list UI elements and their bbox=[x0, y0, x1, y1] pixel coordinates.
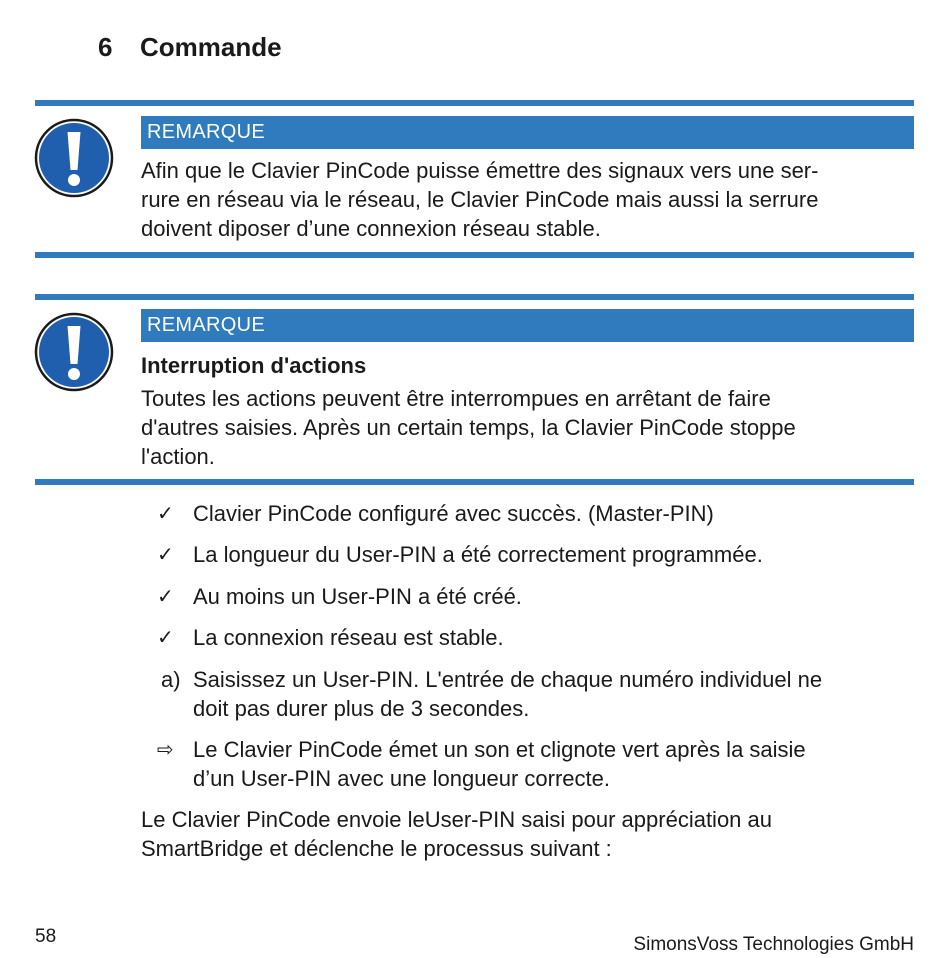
check-icon: ✓ bbox=[157, 584, 174, 608]
prerequisite-text: La connexion réseau est stable. bbox=[193, 625, 504, 650]
exclamation-circle-icon bbox=[34, 312, 114, 392]
step-marker: a) bbox=[161, 667, 181, 692]
notice-line: Afin que le Clavier PinCode puisse émettre des signaux vers une ser- bbox=[141, 158, 819, 183]
company-name: SimonsVoss Technologies GmbH bbox=[633, 934, 914, 955]
result-line: Le Clavier PinCode émet un son et clignote vert après la saisie bbox=[193, 737, 806, 762]
check-icon: ✓ bbox=[157, 625, 174, 649]
notice-body bbox=[141, 156, 916, 243]
notice-line: l'action. bbox=[141, 444, 215, 469]
section-heading bbox=[98, 32, 282, 63]
step-line: doit pas durer plus de 3 secondes. bbox=[193, 696, 530, 721]
notice-line: doivent diposer d’une connexion réseau stable. bbox=[141, 216, 601, 241]
result-text bbox=[193, 735, 916, 793]
prerequisite-text: La longueur du User-PIN a été correctement programmée. bbox=[193, 542, 763, 567]
notice-bottom-rule bbox=[35, 252, 914, 258]
step-line: Saisissez un User-PIN. L'entrée de chaque numéro individuel ne bbox=[193, 667, 823, 692]
notice-title: Interruption d'actions bbox=[141, 353, 367, 378]
notice-line: rure en réseau via le réseau, le Clavier PinCode mais aussi la serrure bbox=[141, 187, 819, 212]
notice-top-rule bbox=[35, 294, 914, 300]
arrow-right-icon: ⇨ bbox=[157, 737, 174, 761]
result-line: d’un User-PIN avec une longueur correcte. bbox=[193, 766, 610, 791]
prerequisite-item bbox=[141, 540, 916, 569]
notice-top-rule bbox=[35, 100, 914, 106]
prerequisite-text: Clavier PinCode configuré avec succès. (Master-PIN) bbox=[193, 501, 714, 526]
prerequisite-item bbox=[141, 623, 916, 652]
closing-paragraph bbox=[141, 805, 916, 863]
notice-bottom-rule bbox=[35, 479, 914, 485]
notice-line: Toutes les actions peuvent être interrompues en arrêtant de faire bbox=[141, 386, 771, 411]
notice-line: d'autres saisies. Après un certain temps, la Clavier PinCode stoppe bbox=[141, 415, 796, 440]
prerequisite-item bbox=[141, 499, 916, 528]
exclamation-circle-icon bbox=[34, 118, 114, 198]
notice-body bbox=[141, 384, 916, 471]
prerequisite-item bbox=[141, 582, 916, 611]
step-text bbox=[193, 665, 916, 723]
check-icon: ✓ bbox=[157, 542, 174, 566]
page-number: 58 bbox=[35, 926, 57, 947]
notice-label: REMARQUE bbox=[141, 116, 914, 149]
section-number: 6 bbox=[98, 32, 113, 62]
prerequisite-text: Au moins un User-PIN a été créé. bbox=[193, 584, 522, 609]
check-icon: ✓ bbox=[157, 501, 174, 525]
closing-line: SmartBridge et déclenche le processus suivant : bbox=[141, 836, 612, 861]
result-item bbox=[141, 735, 916, 793]
step-item bbox=[141, 665, 916, 723]
notice-label: REMARQUE bbox=[141, 309, 914, 342]
closing-line: Le Clavier PinCode envoie leUser-PIN saisi pour appréciation au bbox=[141, 807, 772, 832]
section-title: Commande bbox=[140, 32, 282, 62]
